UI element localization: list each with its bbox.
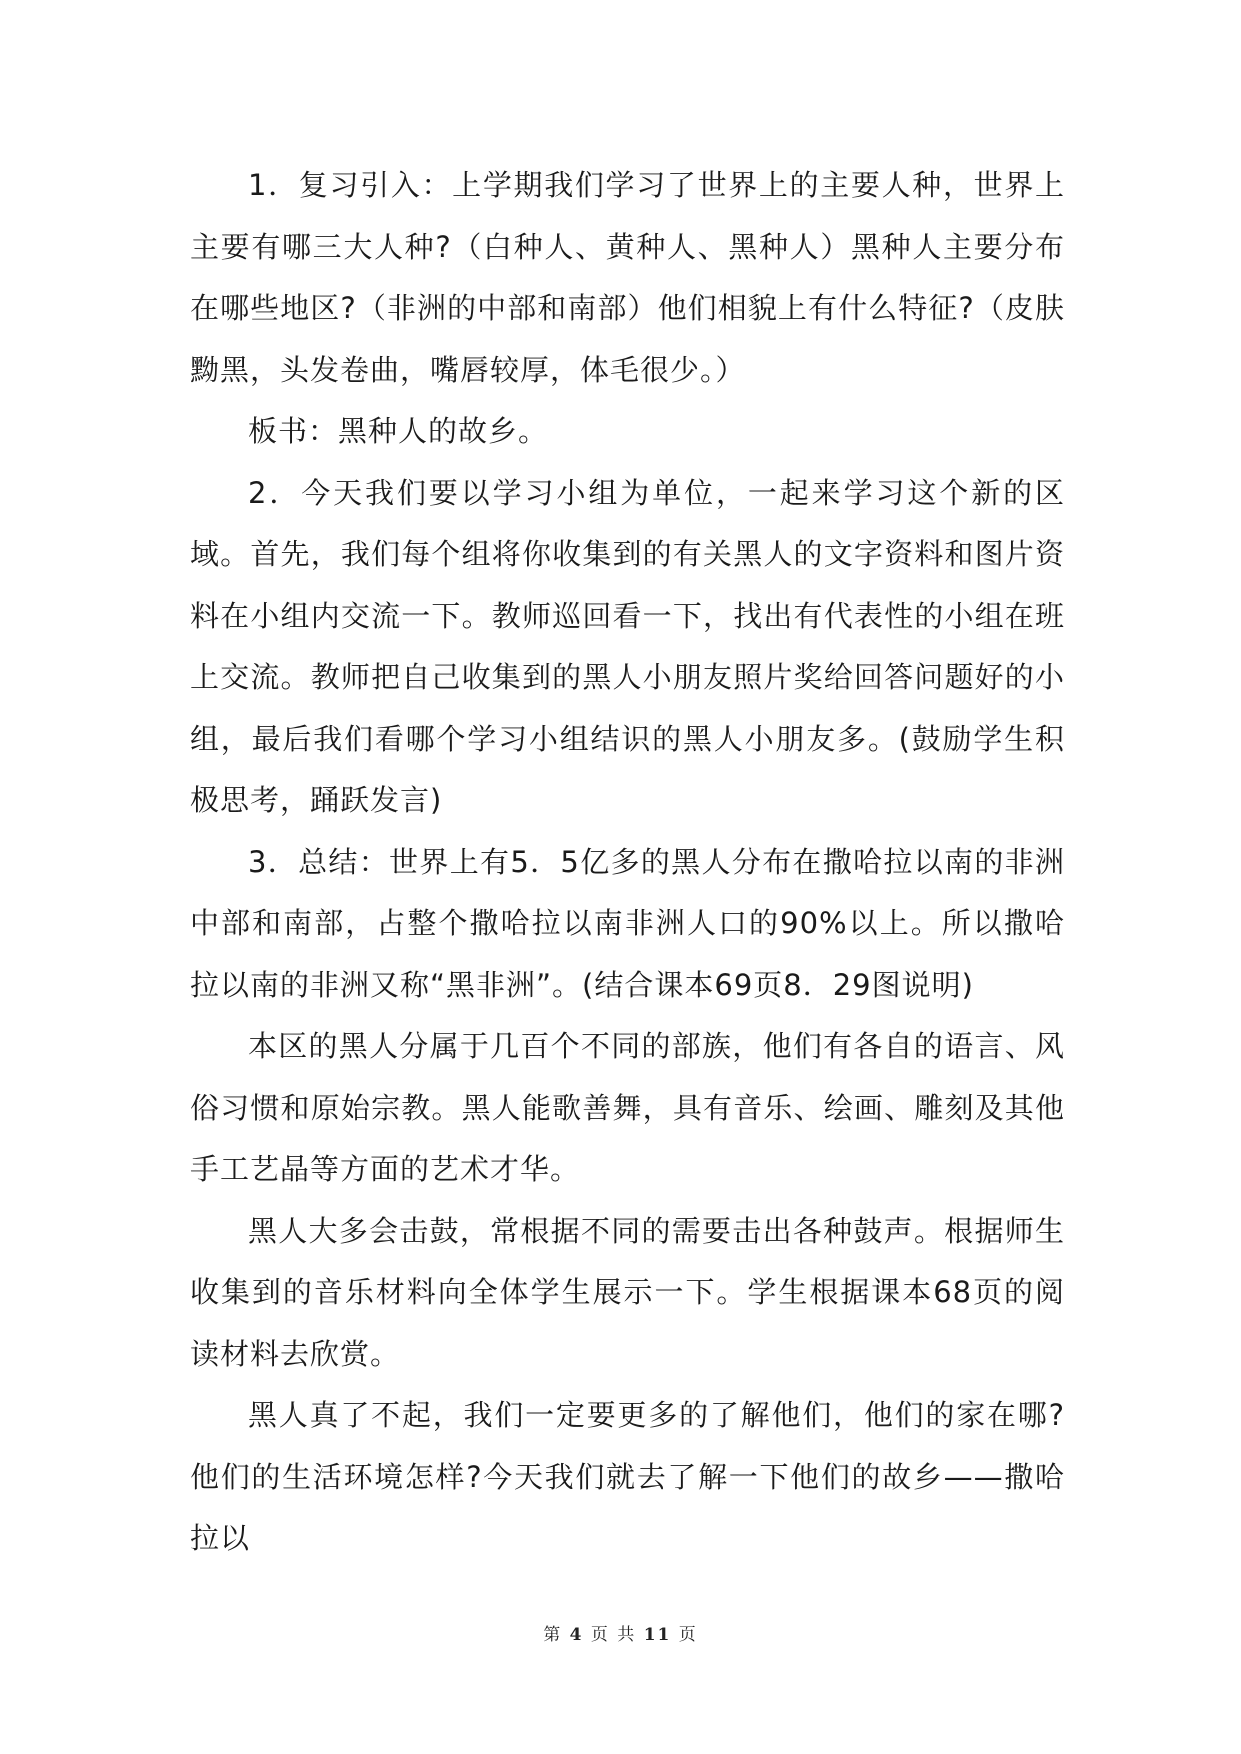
- paragraph-review-intro: 1．复习引入：上学期我们学习了世界上的主要人种，世界上主要有哪三大人种?（白种人、黄种人、黑种人）黑种人主要分布在哪些地区?（非洲的中部和南部）他们相貌上有什么特征?（皮肤黝黑，头发卷曲，嘴唇较厚，体毛很少。）: [190, 168, 1065, 387]
- footer-page-number: 4: [569, 1625, 584, 1645]
- paragraph-homeland: 黑人真了不起，我们一定要更多的了解他们，他们的家在哪?他们的生活环境怎样?今天我们就去了解一下他们的故乡——撒哈拉以: [190, 1398, 1065, 1555]
- paragraph-board-note: 板书：黑种人的故乡。: [248, 414, 549, 448]
- page-body: [190, 155, 1065, 1570]
- footer-suffix: 页: [678, 1625, 698, 1645]
- footer-total-pages: 11: [643, 1625, 672, 1645]
- page-footer: [0, 1620, 1241, 1645]
- paragraph-summary: 3．总结：世界上有5．5亿多的黑人分布在撒哈拉以南的非洲中部和南部，占整个撒哈拉以南非洲人口的90%以上。所以撒哈拉以南的非洲又称“黑非洲”。(结合课本69页8．29图说明): [190, 844, 1065, 1002]
- footer-middle: 页 共: [590, 1625, 637, 1645]
- paragraph-tribes: 本区的黑人分属于几百个不同的部族，他们有各自的语言、风俗习惯和原始宗教。黑人能歌善舞，具有音乐、绘画、雕刻及其他手工艺晶等方面的艺术才华。: [190, 1029, 1065, 1186]
- footer-prefix: 第: [543, 1625, 563, 1645]
- paragraph-drums: 黑人大多会击鼓，常根据不同的需要击出各种鼓声。根据师生收集到的音乐材料向全体学生展示一下。学生根据课本68页的阅读材料去欣赏。: [190, 1213, 1065, 1371]
- paragraph-group-study: 2．今天我们要以学习小组为单位，一起来学习这个新的区域。首先，我们每个组将你收集到的有关黑人的文字资料和图片资料在小组内交流一下。教师巡回看一下，找出有代表性的小组在班上交流。教师把自己收集到的黑人小朋友照片奖给回答问题好的小组，最后我们看哪个学习小组结识的黑人小朋友多。(鼓励学生积极思考，踊跃发言): [190, 475, 1065, 817]
